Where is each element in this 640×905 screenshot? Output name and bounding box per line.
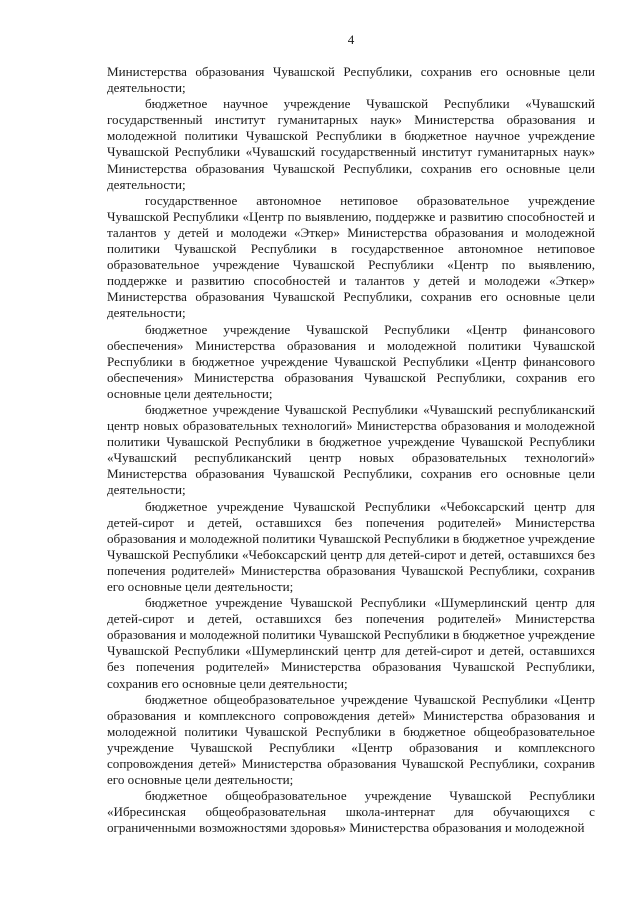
paragraph-education-support-center: бюджетное общеобразовательное учреждение Чувашской Республики «Центр образования и комплексного сопровождения детей» Министерства образования и молодежной политики Чувашской Республики в бюджетное общеобразовательное учреждение Чувашской Республики «Центр образования и комплексного сопровождения детей» Министерства образования Чувашской Республики, сохранив его основные цели деятельности; bbox=[107, 691, 595, 788]
page-number: 4 bbox=[347, 32, 355, 47]
document-body bbox=[107, 64, 595, 837]
paragraph-cheboksary-center: бюджетное учреждение Чувашской Республики «Чебоксарский центр для детей-сирот и детей, оставшихся без попечения родителей» Министерства образования и молодежной политики Чувашской Республики в бюджетное учреждение Чувашской Республики «Чебоксарский центр для детей-сирот и детей, оставшихся без попечения родителей» Министерства образования Чувашской Республики, сохранив его основные цели деятельности; bbox=[107, 498, 595, 594]
paragraph-center-etker: государственное автономное нетиповое образовательное учреждение Чувашской Республики «Центр по выявлению, поддержке и развитию способностей и талантов у детей и молодежи «Эткер» Министерства образования и молодежной политики Чувашской Республики в государственное автономное нетиповое образовательное учреждение Чувашской Республики «Центр по выявлению, поддержке и развитию способностей и талантов у детей и молодежи «Эткер» Министерства образования Чувашской Республики, сохранив его основные цели деятельности; bbox=[107, 192, 595, 321]
paragraph-institute-humanities: бюджетное научное учреждение Чувашской Республики «Чувашский государственный институт гуманитарных наук» Министерства образования и молодежной политики Чувашской Республики в бюджетное научное учреждение Чувашской Республики «Чувашский государственный институт гуманитарных наук» Министерства образования Чувашской Республики, сохранив его основные цели деятельности; bbox=[107, 96, 595, 192]
paragraph-education-technologies-center: бюджетное учреждение Чувашской Республики «Чувашский республиканский центр новых образовательных технологий» Министерства образования и молодежной политики Чувашской Республики в бюджетное учреждение Чувашской Республики «Чувашский республиканский центр новых образовательных технологий» Министерства образования Чувашской Республики, сохранив его основные цели деятельности; bbox=[107, 401, 595, 498]
paragraph-financial-center: бюджетное учреждение Чувашской Республики «Центр финансового обеспечения» Министерства образования и молодежной политики Чувашской Республики в бюджетное учреждение Чувашской Республики «Центр финансового обеспечения» Министерства образования Чувашской Республики, сохранив его основные цели деятельности; bbox=[107, 321, 595, 401]
paragraph-shumerlya-center: бюджетное учреждение Чувашской Республики «Шумерлинский центр для детей-сирот и детей, оставшихся без попечения родителей» Министерства образования и молодежной политики Чувашской Республики в бюджетное учреждение Чувашской Республики «Шумерлинский центр для детей-сирот и детей, оставшихся без попечения родителей» Министерства образования Чувашской Республики, сохранив его основные цели деятельности; bbox=[107, 595, 595, 691]
paragraph-ibresi-school: бюджетное общеобразовательное учреждение Чувашской Республики «Ибресинская общеобразовательная школа-интернат для обучающихся с ограниченными возможностями здоровья» Министерства образования и молодежной bbox=[107, 788, 595, 836]
paragraph-continuation: Министерства образования Чувашской Республики, сохранив его основные цели деятельности; bbox=[107, 64, 595, 96]
